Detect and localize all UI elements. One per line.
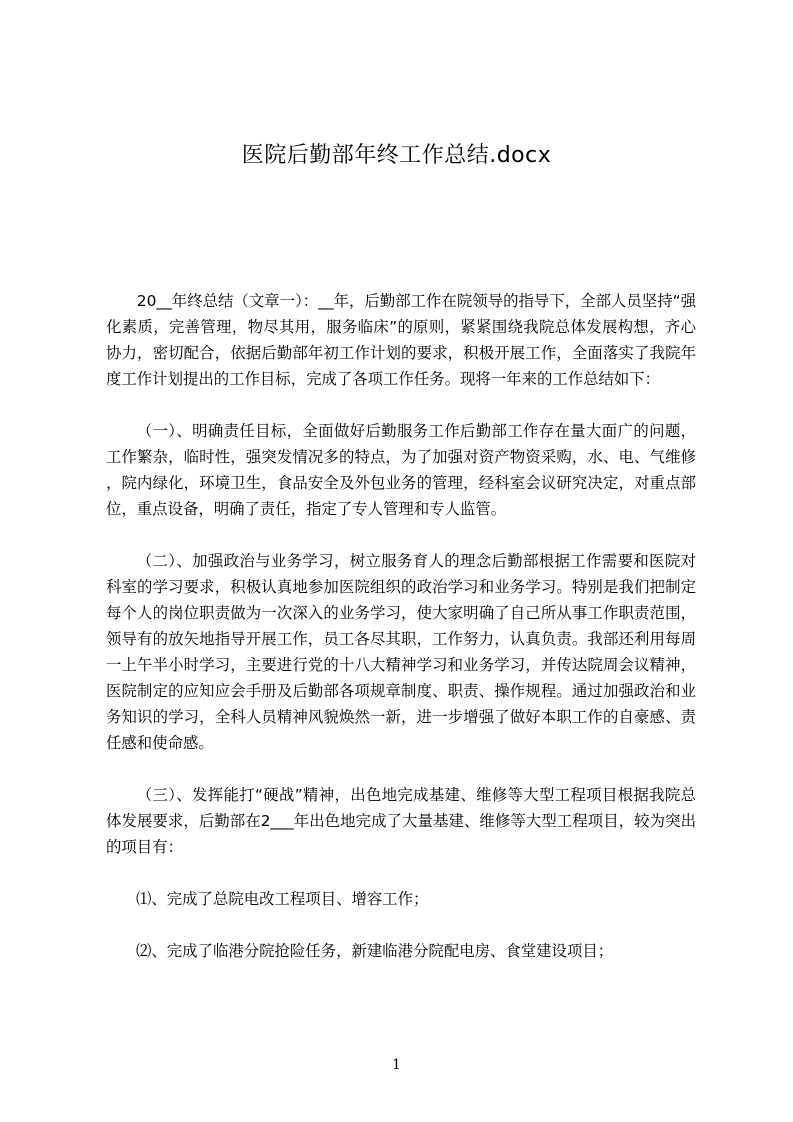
paragraph-section-1: （一）、明确责任目标，全面做好后勤服务工作后勤部工作存在量大面广的问题，工作繁杂，临时性，强突发情况多的特点，为了加强对资产物资采购，水、电、气维修，院内绿化，环境卫生，食品安全及外包业务的管理，经科室会议研究决定，对重点部位，重点设备，明确了责任，指定了专人管理和专人监管。 xyxy=(106,422,696,518)
list-item-2: ⑵、完成了临港分院抢险任务，新建临港分院配电房、食堂建设项目； xyxy=(136,942,614,960)
paragraph-section-2: （二）、加强政治与业务学习，树立服务育人的理念后勤部根据工作需要和医院对科室的学习要求，积极认真地参加医院组织的政治学习和业务学习。特别是我们把制定每个人的岗位职责做为一次深入的业务学习，使大家明确了自己所从事工作职责范围，领导有的放矢地指导开展工作，员工各尽其职，工作努力，认真负责。我部还利用每周一上午半小时学习，主要进行党的十八大精神学习和业务学习，并传达院周会议精神，医院制定的应知应会手册及后勤部各项规章制度、职责、操作规程。通过加强政治和业务知识的学习，全科人员精神风貌焕然一新，进一步增强了做好本职工作的自豪感、责任感和使命感。 xyxy=(106,552,696,752)
document-title: 医院后勤部年终工作总结.docx xyxy=(241,143,552,168)
paragraph-section-3: （三）、发挥能打“硬战”精神，出色地完成基建、维修等大型工程项目根据我院总体发展要求，后勤部在2___年出色地完成了大量基建、维修等大型工程项目，较为突出的项目有： xyxy=(106,786,696,856)
document-body xyxy=(106,288,696,990)
page-number: 1 xyxy=(392,1057,401,1073)
list-item-1: ⑴、完成了总院电改工程项目、增容工作； xyxy=(136,890,429,908)
paragraph-intro: 20__年终总结（文章一）：__年，后勤部工作在院领导的指导下，全部人员坚持“强化素质，完善管理，物尽其用，服务临床”的原则，紧紧围绕我院总体发展构想，齐心协力，密切配合，依据后勤部年初工作计划的要求，积极开展工作，全面落实了我院年度工作计划提出的工作目标，完成了各项工作任务。现将一年来的工作总结如下： xyxy=(106,292,696,388)
